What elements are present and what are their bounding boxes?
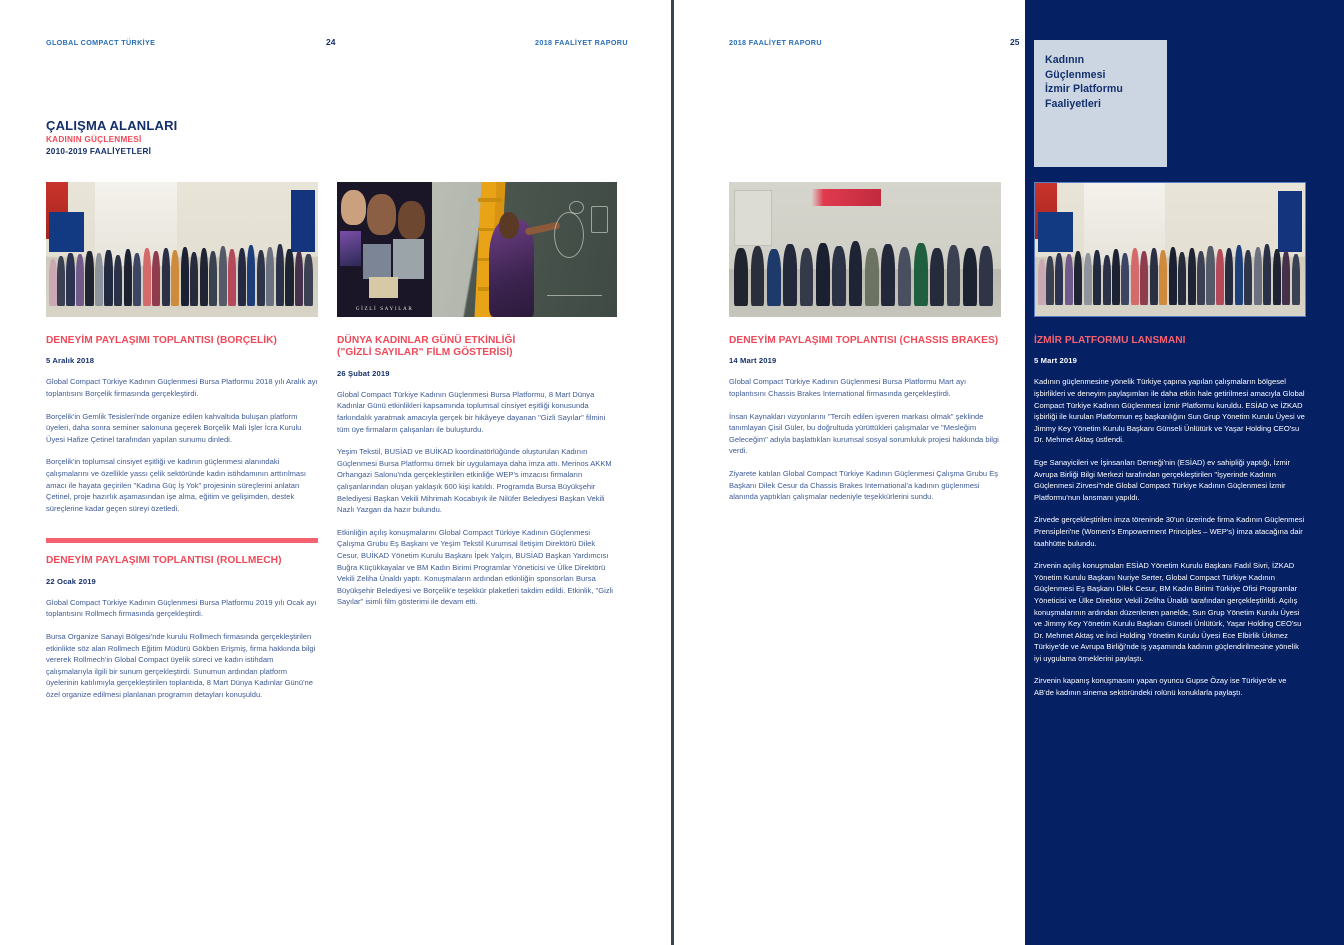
photo-izmir-launch-group <box>1034 182 1306 317</box>
panel-heading-text <box>1045 53 1159 111</box>
folio-right: 25 <box>1010 37 1020 47</box>
article-paragraph: Zirvede gerçekleştirilen imza töreninde 30'un üzerinde firma Kadının Güçlenmesi Prensipleri'ne (Women's Empowerment Principles – WEP's) imza atacağına dair taahhütte bulundu. <box>1034 515 1305 548</box>
article-paragraph: Global Compact Türkiye Kadının Güçlenmesi Bursa Platformu 2019 yılı Ocak ayı toplantısını Rollmech firmasında gerçekleştirdi. <box>46 597 317 619</box>
column-chassis-brakes <box>729 182 1001 503</box>
running-head-left: GLOBAL COMPACT TÜRKİYE <box>46 38 156 47</box>
photo-gizli-sayilar <box>337 182 617 317</box>
article-title-line2: ("GİZLİ SAYILAR" FİLM GÖSTERİSİ) <box>337 347 513 359</box>
folio-left: 24 <box>326 37 336 47</box>
panel-heading-line: Güçlenmesi <box>1045 68 1106 81</box>
article-title-chassis-brakes: DENEYİM PAYLAŞIMI TOPLANTISI (CHASSIS BRAKES) <box>729 335 999 346</box>
article-title-borcelik: DENEYİM PAYLAŞIMI TOPLANTISI (BORÇELİK) <box>46 335 277 346</box>
panel-heading-line: İzmir Platformu <box>1045 83 1123 96</box>
article-paragraph: Yeşim Tekstil, BUSİAD ve BUİKAD koordinatörlüğünde oluşturulan Kadının Güçlenmesi Bursa Platformu örnek bir uygulamaya daha imza attı. Merinos AKKM Orhangazi Salonu'nda gerçekleştirilen etkinliğe WEP's imzacısı firmaların çalışanlarından oluşan yaklaşık 600 kişi katıldı. Programda Bursa Büyükşehir Belediyesi Başkan Vekili Mihrimah Kocabıyık ile Nilüfer Belediyesi Başkan Vekili Nazlı Yazgan da hazır bulundu. <box>337 447 612 515</box>
panel-heading-line: Faaliyetleri <box>1045 97 1101 110</box>
article-paragraph: Borçelik'in Gemlik Tesisleri'nde organize edilen kahvaltıda buluşan platform üyeleri, daha sonra seminer salonuna geçerek Borçelik Mali İşler İcra Kurulu Üyesi Hafize Çetinel tarafından yapılan sunumu dinledi. <box>46 411 302 444</box>
column-borcelik <box>46 182 318 701</box>
article-title-rollmech: DENEYİM PAYLAŞIMI TOPLANTISI (ROLLMECH) <box>46 555 282 567</box>
article-date-gizli-sayilar: 26 Şubat 2019 <box>337 368 390 378</box>
article-title-gizli-sayilar <box>337 335 617 360</box>
article-title-line1: DÜNYA KADINLAR GÜNÜ ETKİNLİĞİ <box>337 335 516 346</box>
article-date-rollmech: 22 Ocak 2019 <box>46 576 96 586</box>
article-date-chassis-brakes: 14 Mart 2019 <box>729 356 777 366</box>
blackboard-scene-image <box>432 182 617 317</box>
section-subtitle: KADININ GÜÇLENMESİ <box>46 135 142 144</box>
film-poster-caption: GİZLİ SAYILAR <box>355 305 414 312</box>
article-paragraph: Global Compact Türkiye Kadının Güçlenmesi Bursa Platformu Mart ayı toplantısını Chassis Brakes International firmasında gerçekleştirdi. <box>729 377 967 398</box>
column-gizli-sayilar <box>337 182 617 608</box>
crowd-figures <box>46 223 318 307</box>
article-paragraph: İnsan Kaynakları vizyonlarını "Tercih edilen işveren markası olmak" şeklinde tanımlayan Çisil Güler, bu doğrultuda yürüttükleri çalışmalar ve "Mesleğim Geleceğim" adıyla başlattıkları kurumsal sosyal sorumluluk projesi hakkında bilgi verdi. <box>729 411 999 456</box>
article-date-izmir-lansmani: 5 Mart 2019 <box>1034 356 1078 366</box>
section-years: 2010-2019 FAALİYETLERİ <box>46 147 152 156</box>
article-paragraph: Ege Sanayicileri ve İşinsanları Derneği'nin (ESİAD) ev sahipliği yaptığı, İzmir Avrupa Birliği Bilgi Merkezi tarafından gerçekleştirilen "İşyerinde Kadının Güçlenmesi Zirvesi"nde Global Compact Türkiye Kadının Güçlenmesi İzmir Platformu'nun lansmanı yapıldı. <box>1034 457 1290 502</box>
column-izmir-lansmani <box>1034 182 1306 699</box>
panel-heading-box <box>1034 40 1167 167</box>
crowd-figures <box>1035 223 1305 305</box>
section-divider-rule <box>46 538 318 543</box>
article-date-borcelik: 5 Aralık 2018 <box>46 356 95 366</box>
article-paragraph: Zirvenin açılış konuşmaları ESİAD Yönetim Kurulu Başkanı Fadıl Sivri, İZKAD Yönetim Kurulu Başkanı Nuriye Serter, Global Compact Türkiye Kadının Güçlenmesi Eş Başkanı Dilek Cesur, BM Kadın Birimi Türkiye Ofisi Programlar Yöneticisi ve Ülke Direktör Vekili Zeliha Ünaldı tarafından gerçekleştirildi. Açılış konuşmalarının ardından düzenlenen panelde, Sun Grup Yönetim Kurulu Üyesi ve Jimmy Key Yönetim Kurulu Başkanı Günseli Ünlütürk, Yaşar Holding CEO'su Dr. Mehmet Aktaş ve İnci Holding Yönetim Kurulu Üyesi Ece Elbirlik Ürkmez Türkiye'de ve Avrupa Birliği'nde iş yaşamında kadının güçlendirilmesine yönelik iyi uygulama örneklerini paylaştı. <box>1034 561 1302 663</box>
article-title-izmir-lansmani: İZMİR PLATFORMU LANSMANI <box>1034 335 1186 346</box>
photo-chassis-brakes-group <box>729 182 1001 317</box>
article-paragraph: Global Compact Türkiye Kadının Güçlenmesi Bursa Platformu 2018 yılı Aralık ayı toplantısını Borçelik firmasında gerçekleştirdi. <box>46 377 318 398</box>
running-head-right: 2018 FAALİYET RAPORU <box>535 38 628 47</box>
section-title-block <box>46 118 178 158</box>
article-paragraph: Ziyarete katılan Global Compact Türkiye Kadının Güçlenmesi Çalışma Grubu Eş Başkanı Dilek Cesur da Chassis Brakes International'a kadının güçlenmesi alanında yaptıkları çalışmalar nedeniyle teşekkürlerini sundu. <box>729 468 999 502</box>
photo-borcelik-group <box>46 182 318 317</box>
article-paragraph: Kadının güçlenmesine yönelik Türkiye çapına yapılan çalışmaların bölgesel işbirlikleri ve deneyim paylaşımları ile daha etkin hale getirilmesi amacıyla Global Compact Türkiye Kadının Güçlenmesi İzmir Platformu kuruldu. ESİAD ve İZKAD işbirliği ile kurulan Platformun eş başkanlığını Sun Grup Yönetim Kurulu Üyesi ve Jimmy Key Yönetim Kurulu Başkanı Günseli Ünlütürk ve Yaşar Holding CEO'su Dr. Mehmet Aktaş üstlendi. <box>1034 377 1305 445</box>
panel-heading-line: Kadının <box>1045 54 1085 66</box>
film-poster-image <box>337 182 432 317</box>
article-paragraph: Etkinliğin açılış konuşmalarını Global Compact Türkiye Kadının Güçlenmesi Çalışma Grubu Eş Başkanı ve Yeşim Tekstil Kurumsal İletişim Direktörü Dilek Cesur, BUİKAD Yönetim Kurulu Başkanı İpek Yalçın, BUSİAD Başkan Yardımcısı Buğra Küçükkayalar ve BM Kadın Birimi Programlar Yöneticisi ve Ülke Direktörü Vekili Zeliha Ünaldı yaptı. Konuşmaların ardından etkinliğin sponsorları Bursa Büyükşehir Belediyesi ve Borçelik'e teşekkür plaketleri takdim edildi. Etkinlik, "Gizli Sayılar" isimli film gösterimi ile devam etti. <box>337 527 613 607</box>
article-paragraph: Bursa Organize Sanayi Bölgesi'nde kurulu Rollmech firmasında gerçekleştirilen etkinlikte söz alan Rollmech Eğitim Müdürü Gökben Erişmiş, firma hakkında bilgi vererek Rollmech'in Global Compact üyelik süreci ve kadın istihdam çalışmalarıyla ilgili bir sunum gerçekleştirdi. Sunumun ardından platform üyelerinin katılımıyla gerçekleştirilen toplantıda, 8 Mart Dünya Kadınlar Günü'ne özel organize edilmesi planlanan programın detayları konuşuldu. <box>46 631 316 699</box>
navy-feature-panel <box>1025 0 1344 945</box>
crowd-figures <box>729 223 1001 307</box>
section-title: ÇALIŞMA ALANLARI <box>46 118 178 133</box>
running-head-left-right-page: 2018 FAALİYET RAPORU <box>729 38 822 47</box>
article-paragraph: Borçelik'in toplumsal cinsiyet eşitliği ve kadının güçlenmesi alanındaki çalışmalarını ve özellikle yassı çelik sektöründe kadın istihdamının arttırılması amacı ile hayata geçirilen "Kadına Güç İş Yok" projesinin süreçlerini anlatan Çetinel, proje hazırlık aşamasından işe alma, eğitim ve gelişimden, destek süreçlerine kadar geçen süreyi özetledi. <box>46 457 307 513</box>
left-page <box>0 0 671 945</box>
article-paragraph: Global Compact Türkiye Kadının Güçlenmesi Bursa Platformu, 8 Mart Dünya Kadınlar Günü etkinlikleri kapsamında toplumsal cinsiyet eşitliği konusunda farkındalık yaratmak amacıyla gerçek bir hikâyeye dayanan "Gizli Sayılar" filmini tüm üye firmaların çalışanları ile buluşturdu. <box>337 389 606 434</box>
article-paragraph: Zirvenin kapanış konuşmasını yapan oyuncu Gupse Özay ise Türkiye'de ve AB'de kadının sinema sektöründeki rolünü konuklarla paylaştı. <box>1034 676 1287 698</box>
